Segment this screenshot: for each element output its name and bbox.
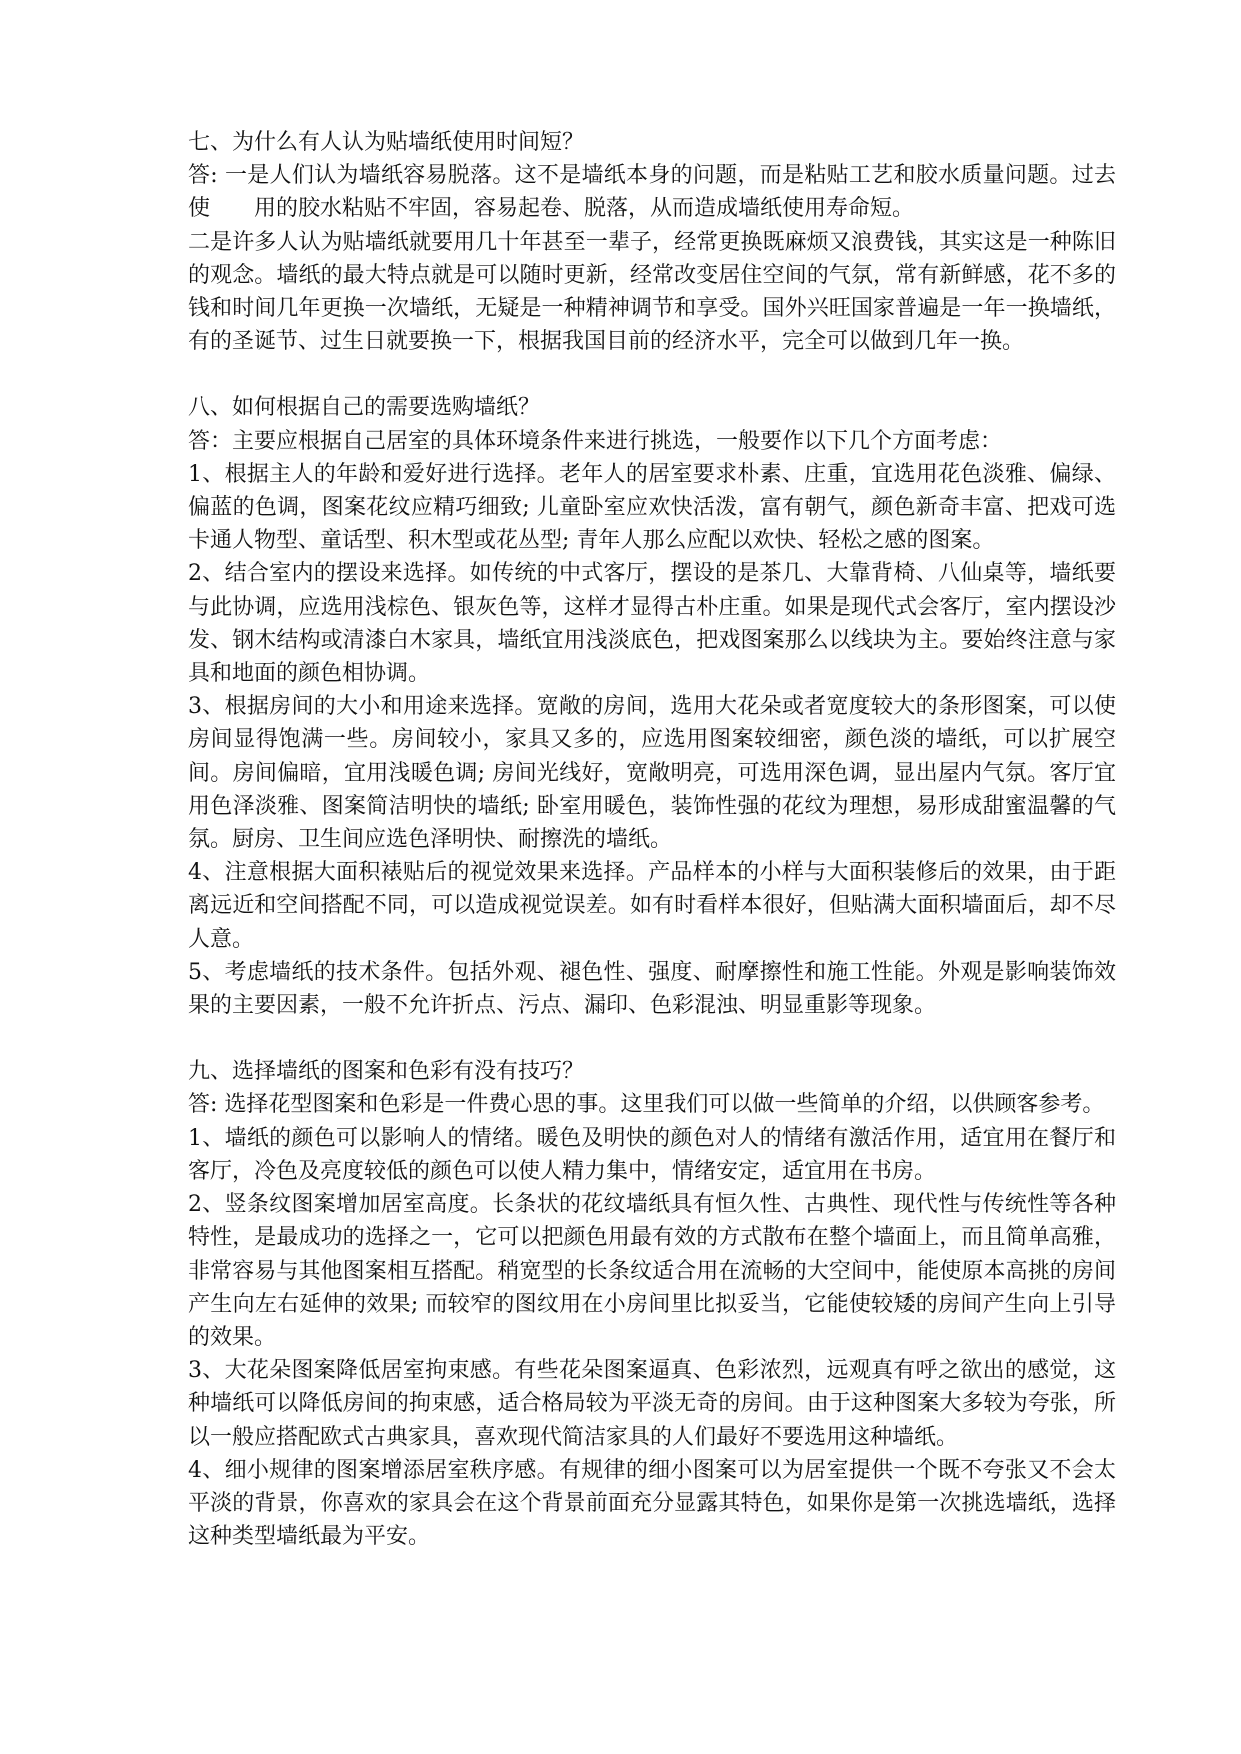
paragraph: 4、细小规律的图案增添居室秩序感。有规律的细小图案可以为居室提供一个既不夸张又不会太平淡的背景，你喜欢的家具会在这个背景前面充分显露其特色，如果你是第一次挑选墙纸，选择这种类型墙纸最为平安。	[188, 1457, 1116, 1550]
paragraph: 答: 选择花型图案和色彩是一件费心思的事。这里我们可以做一些简单的介绍，以供顾客参考。	[188, 1092, 1105, 1118]
section-heading: 八、如何根据自己的需要选购墙纸？	[188, 395, 541, 421]
paragraph: 1、根据主人的年龄和爱好进行选择。老年人的居室要求朴素、庄重，宜选用花色淡雅、偏绿、偏蓝的色调，图案花纹应精巧细致; 儿童卧室应欢快活泼，富有朝气，颜色新奇丰富、把戏可选卡通人物型、童话型、积木型或花丛型; 青年人那么应配以欢快、轻松之感的图案。	[188, 461, 1116, 554]
paragraph: 2、结合室内的摆设来选择。如传统的中式客厅，摆设的是茶几、大靠背椅、八仙桌等，墙纸要与此协调，应选用浅棕色、银灰色等，这样才显得古朴庄重。如果是现代式会客厅，室内摆设沙发、钢木结构或清漆白木家具，墙纸宜用浅淡底色，把戏图案那么以线块为主。要始终注意与家具和地面的颜色相协调。	[188, 561, 1116, 687]
paragraph: 答: 一是人们认为墙纸容易脱落。这不是墙纸本身的问题，而是粘贴工艺和胶水质量问题。过去使 用的胶水粘贴不牢固，容易起卷、脱落，从而造成墙纸使用寿命短。	[188, 163, 1116, 222]
paragraph: 二是许多人认为贴墙纸就要用几十年甚至一辈子，经常更换既麻烦又浪费钱，其实这是一种陈旧的观念。墙纸的最大特点就是可以随时更新，经常改变居住空间的气氛，常有新鲜感，花不多的钱和时间几年更换一次墙纸，无疑是一种精神调节和享受。国外兴旺国家普遍是一年一换墙纸，有的圣诞节、过生日就要换一下，根据我国目前的经济水平，完全可以做到几年一换。	[188, 229, 1116, 355]
section-heading: 七、为什么有人认为贴墙纸使用时间短？	[188, 130, 585, 155]
paragraph: 答：主要应根据自己居室的具体环境条件来进行挑选，一般要作以下几个方面考虑：	[188, 428, 1003, 454]
paragraph: 5、考虑墙纸的技术条件。包括外观、褪色性、强度、耐摩擦性和施工性能。外观是影响装饰效果的主要因素，一般不允许折点、污点、漏印、色彩混浊、明显重影等现象。	[188, 959, 1116, 1019]
paragraph: 3、大花朵图案降低居室拘束感。有些花朵图案逼真、色彩浓烈，远观真有呼之欲出的感觉，这种墙纸可以降低房间的拘束感，适合格局较为平淡无奇的房间。由于这种图案大多较为夸张，所以一般应搭配欧式古典家具，喜欢现代简洁家具的人们最好不要选用这种墙纸。	[188, 1358, 1116, 1450]
section-heading: 九、选择墙纸的图案和色彩有没有技巧？	[188, 1059, 585, 1085]
paragraph: 4、注意根据大面积裱贴后的视觉效果来选择。产品样本的小样与大面积装修后的效果，由于距离远近和空间搭配不同，可以造成视觉误差。如有时看样本很好，但贴满大面积墙面后，却不尽人意。	[188, 860, 1116, 952]
paragraph: 1、墙纸的颜色可以影响人的情绪。暖色及明快的颜色对人的情绪有激活作用，适宜用在餐厅和客厅，冷色及亮度较低的颜色可以使人精力集中，情绪安定，适宜用在书房。	[188, 1125, 1116, 1184]
section-8	[188, 391, 1116, 1022]
section-7	[188, 126, 1116, 358]
paragraph: 3、根据房间的大小和用途来选择。宽敞的房间，选用大花朵或者宽度较大的条形图案，可以使房间显得饱满一些。房间较小，家具又多的，应选用图案较细密，颜色淡的墙纸，可以扩展空间。房间偏暗，宜用浅暖色调; 房间光线好，宽敞明亮，可选用深色调，显出屋内气氛。客厅宜用色泽淡雅、图案简洁明快的墙纸; 卧室用暖色，装饰性强的花纹为理想，易形成甜蜜温馨的气氛。厨房、卫生间应选色泽明快、耐擦洗的墙纸。	[188, 694, 1116, 853]
section-9	[188, 1055, 1116, 1553]
paragraph: 2、竖条纹图案增加居室高度。长条状的花纹墙纸具有恒久性、古典性、现代性与传统性等各种特性，是最成功的选择之一，它可以把颜色用最有效的方式散布在整个墙面上，而且简单高雅，非常容易与其他图案相互搭配。稍宽型的长条纹适合用在流畅的大空间中，能使原本高挑的房间产生向左右延伸的效果; 而较窄的图纹用在小房间里比拟妥当，它能使较矮的房间产生向上引导的效果。	[188, 1192, 1116, 1350]
document-page	[188, 126, 1116, 1553]
